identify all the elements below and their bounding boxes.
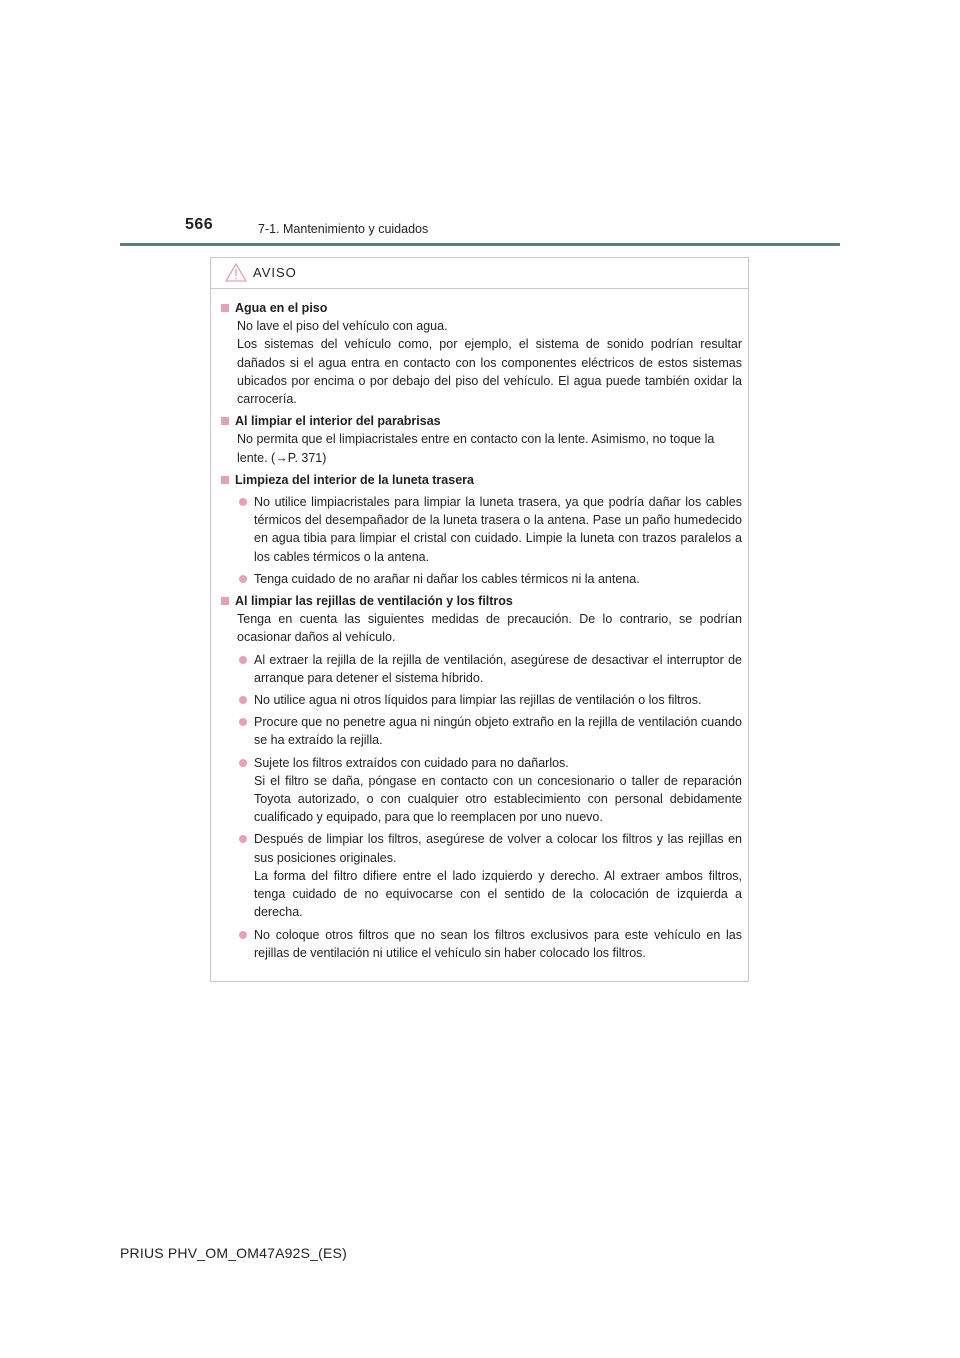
paragraph: No lave el piso del vehículo con agua. [237,319,448,334]
paragraph: No permita que el limpiacristales entre en contacto con la lente. Asimismo, no toque la lente. (→P. 371) [237,432,715,465]
section-heading: Limpieza del interior de la luneta trasera [219,471,742,489]
square-bullet-icon [221,476,229,484]
circle-bullet-icon [239,575,247,583]
section-water-floor [219,299,742,408]
square-bullet-icon [221,417,229,425]
warning-body [211,289,748,962]
circle-bullet-icon [239,656,247,664]
section-rear-window [219,471,742,588]
header-divider [120,243,840,246]
list-item: Al extraer la rejilla de la rejilla de ventilación, asegúrese de desactivar el interruptor de arranque para detener el sistema híbrido. [219,651,742,687]
square-bullet-icon [221,597,229,605]
circle-bullet-icon [239,718,247,726]
section-heading: Al limpiar el interior del parabrisas [219,412,742,430]
warning-triangle-icon [225,263,247,282]
paragraph: Los sistemas del vehículo como, por ejemplo, el sistema de sonido podrían resultar dañados si el agua entra en contacto con los componentes eléctricos de estos sistemas ubicados por encima o por debajo del piso del vehículo. El agua puede también oxidar la carrocería. [237,337,742,407]
list-item: No utilice limpiacristales para limpiar la luneta trasera, ya que podría dañar los cables térmicos del desempañador de la luneta trasera o la antena. Pase un paño humedecido en agua tibia para limpiar el cristal con cuidado. Limpie la luneta con trazos paralelos a los cables térmicos o la antena. [219,493,742,566]
paragraph: Tenga en cuenta las siguientes medidas de precaución. De lo contrario, se podrían ocasionar daños al vehículo. [237,612,742,645]
circle-bullet-icon [239,931,247,939]
warning-header [211,258,748,289]
page-number: 566 [185,216,214,233]
list-item: Sujete los filtros extraídos con cuidado para no dañarlos. Si el filtro se daña, póngase en contacto con un concesionario o taller de reparación Toyota autorizado, o con cualquier otro establecimiento con personal debidamente cualificado y equipado, para que lo reemplacen por uno nuevo. [219,754,742,827]
circle-bullet-icon [239,696,247,704]
circle-bullet-icon [239,498,247,506]
section-heading: Al limpiar las rejillas de ventilación y los filtros [219,592,742,610]
section-windshield [219,412,742,467]
circle-bullet-icon [239,759,247,767]
warning-box [210,257,749,982]
section-vents-filters [219,592,742,962]
list-item: No utilice agua ni otros líquidos para limpiar las rejillas de ventilación o los filtros. [219,691,742,709]
square-bullet-icon [221,304,229,312]
list-item: Después de limpiar los filtros, asegúrese de volver a colocar los filtros y las rejillas en sus posiciones originales. La forma del filtro difiere entre el lado izquierdo y derecho. Al extraer ambos filtros, tenga cuidado de no equivocarse con el sentido de la colocación de izquierda a derecha. [219,830,742,921]
list-item: Procure que no penetre agua ni ningún objeto extraño en la rejilla de ventilación cuando se ha extraído la rejilla. [219,713,742,749]
section-title: 7-1. Mantenimiento y cuidados [258,222,429,236]
circle-bullet-icon [239,835,247,843]
section-heading: Agua en el piso [219,299,742,317]
list-item: No coloque otros filtros que no sean los filtros exclusivos para este vehículo en las rejillas de ventilación ni utilice el vehículo sin haber colocado los filtros. [219,926,742,962]
list-item: Tenga cuidado de no arañar ni dañar los cables térmicos ni la antena. [219,570,742,588]
document-code: PRIUS PHV_OM_OM47A92S_(ES) [120,1245,347,1261]
warning-title: AVISO [253,265,297,280]
